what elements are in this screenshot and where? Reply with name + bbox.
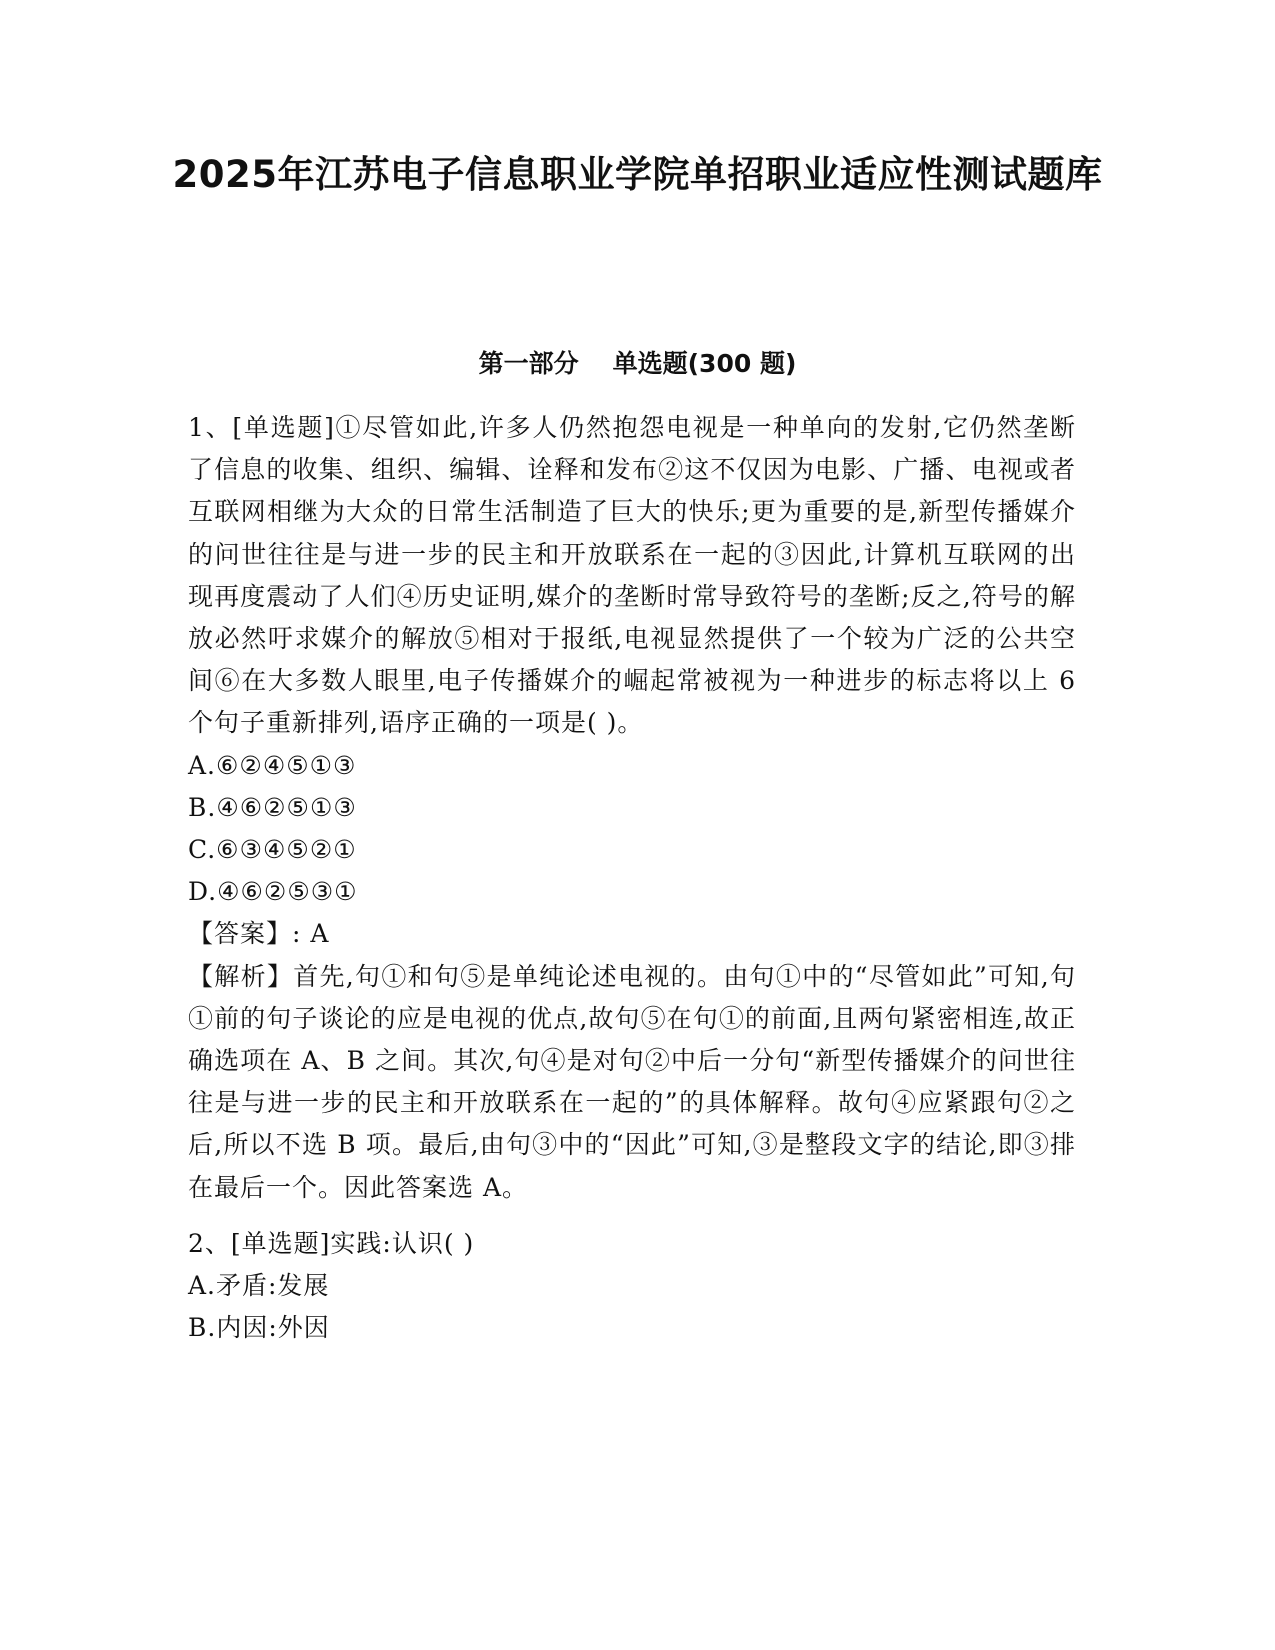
document-title: 2025年江苏电子信息职业学院单招职业适应性测试题库 — [172, 153, 1103, 196]
section-name: 单选题(300 题) — [612, 349, 797, 378]
option-a: A.矛盾:发展 — [188, 1271, 330, 1301]
question-stem: 1、[单选题]①尽管如此,许多人仍然抱怨电视是一种单向的发射,它仍然垄断了信息的收集、组织、编辑、诠释和发布②这不仅因为电影、广播、电视或者互联网相继为大众的日常生活制造了巨大的快乐;更为重要的是,新型传播媒介的问世往往是与进一步的民主和开放联系在一起的③因此,计算机互联网的出现再度震动了人们④历史证明,媒介的垄断时常导致符号的垄断;反之,符号的解放必然吁求媒介的解放⑤相对于报纸,电视显然提供了一个较为广泛的公共空间⑥在大多数人眼里,电子传播媒介的崛起常被视为一种进步的标志将以上 6 个句子重新排列,语序正确的一项是( )。 — [188, 413, 1076, 738]
option-d: D.④⑥②⑤③① — [188, 877, 358, 907]
option-b: B.④⑥②⑤①③ — [188, 792, 357, 822]
section-heading — [150, 346, 1125, 382]
question-list — [188, 407, 1076, 1349]
analysis-paragraph — [188, 956, 1076, 1209]
option-c: C.⑥③④⑤②① — [188, 835, 357, 865]
answer-value: A — [310, 919, 330, 949]
analysis-text: 首先,句①和句⑤是单纯论述电视的。由句①中的“尽管如此”可知,句①前的句子谈论的应是电视的优点,故句⑤在句①的前面,且两句紧密相连,故正确选项在 A、B 之间。其次,句④是对句②中后一分句“新型传播媒介的问世往往是与进一步的民主和开放联系在一起的”的具体解释。故句④应紧跟句②之后,所以不选 B 项。最后,由句③中的“因此”可知,③是整段文字的结论,即③排在最后一个。因此答案选 A。 — [188, 961, 1076, 1202]
question-stem: 2、[单选题]实践:认识( ) — [188, 1228, 475, 1258]
option-b: B.内因:外因 — [188, 1313, 330, 1343]
answer-label: 【答案】 — [188, 919, 293, 949]
question-divider — [188, 1209, 1076, 1223]
answer-separator: : — [292, 919, 302, 949]
option-a: A.⑥②④⑤①③ — [188, 750, 357, 780]
question-2 — [188, 1223, 1076, 1350]
answer-line — [188, 913, 1076, 955]
question-1 — [188, 407, 1076, 1209]
section-part: 第一部分 — [478, 349, 579, 378]
analysis-label: 【解析】 — [188, 961, 294, 991]
